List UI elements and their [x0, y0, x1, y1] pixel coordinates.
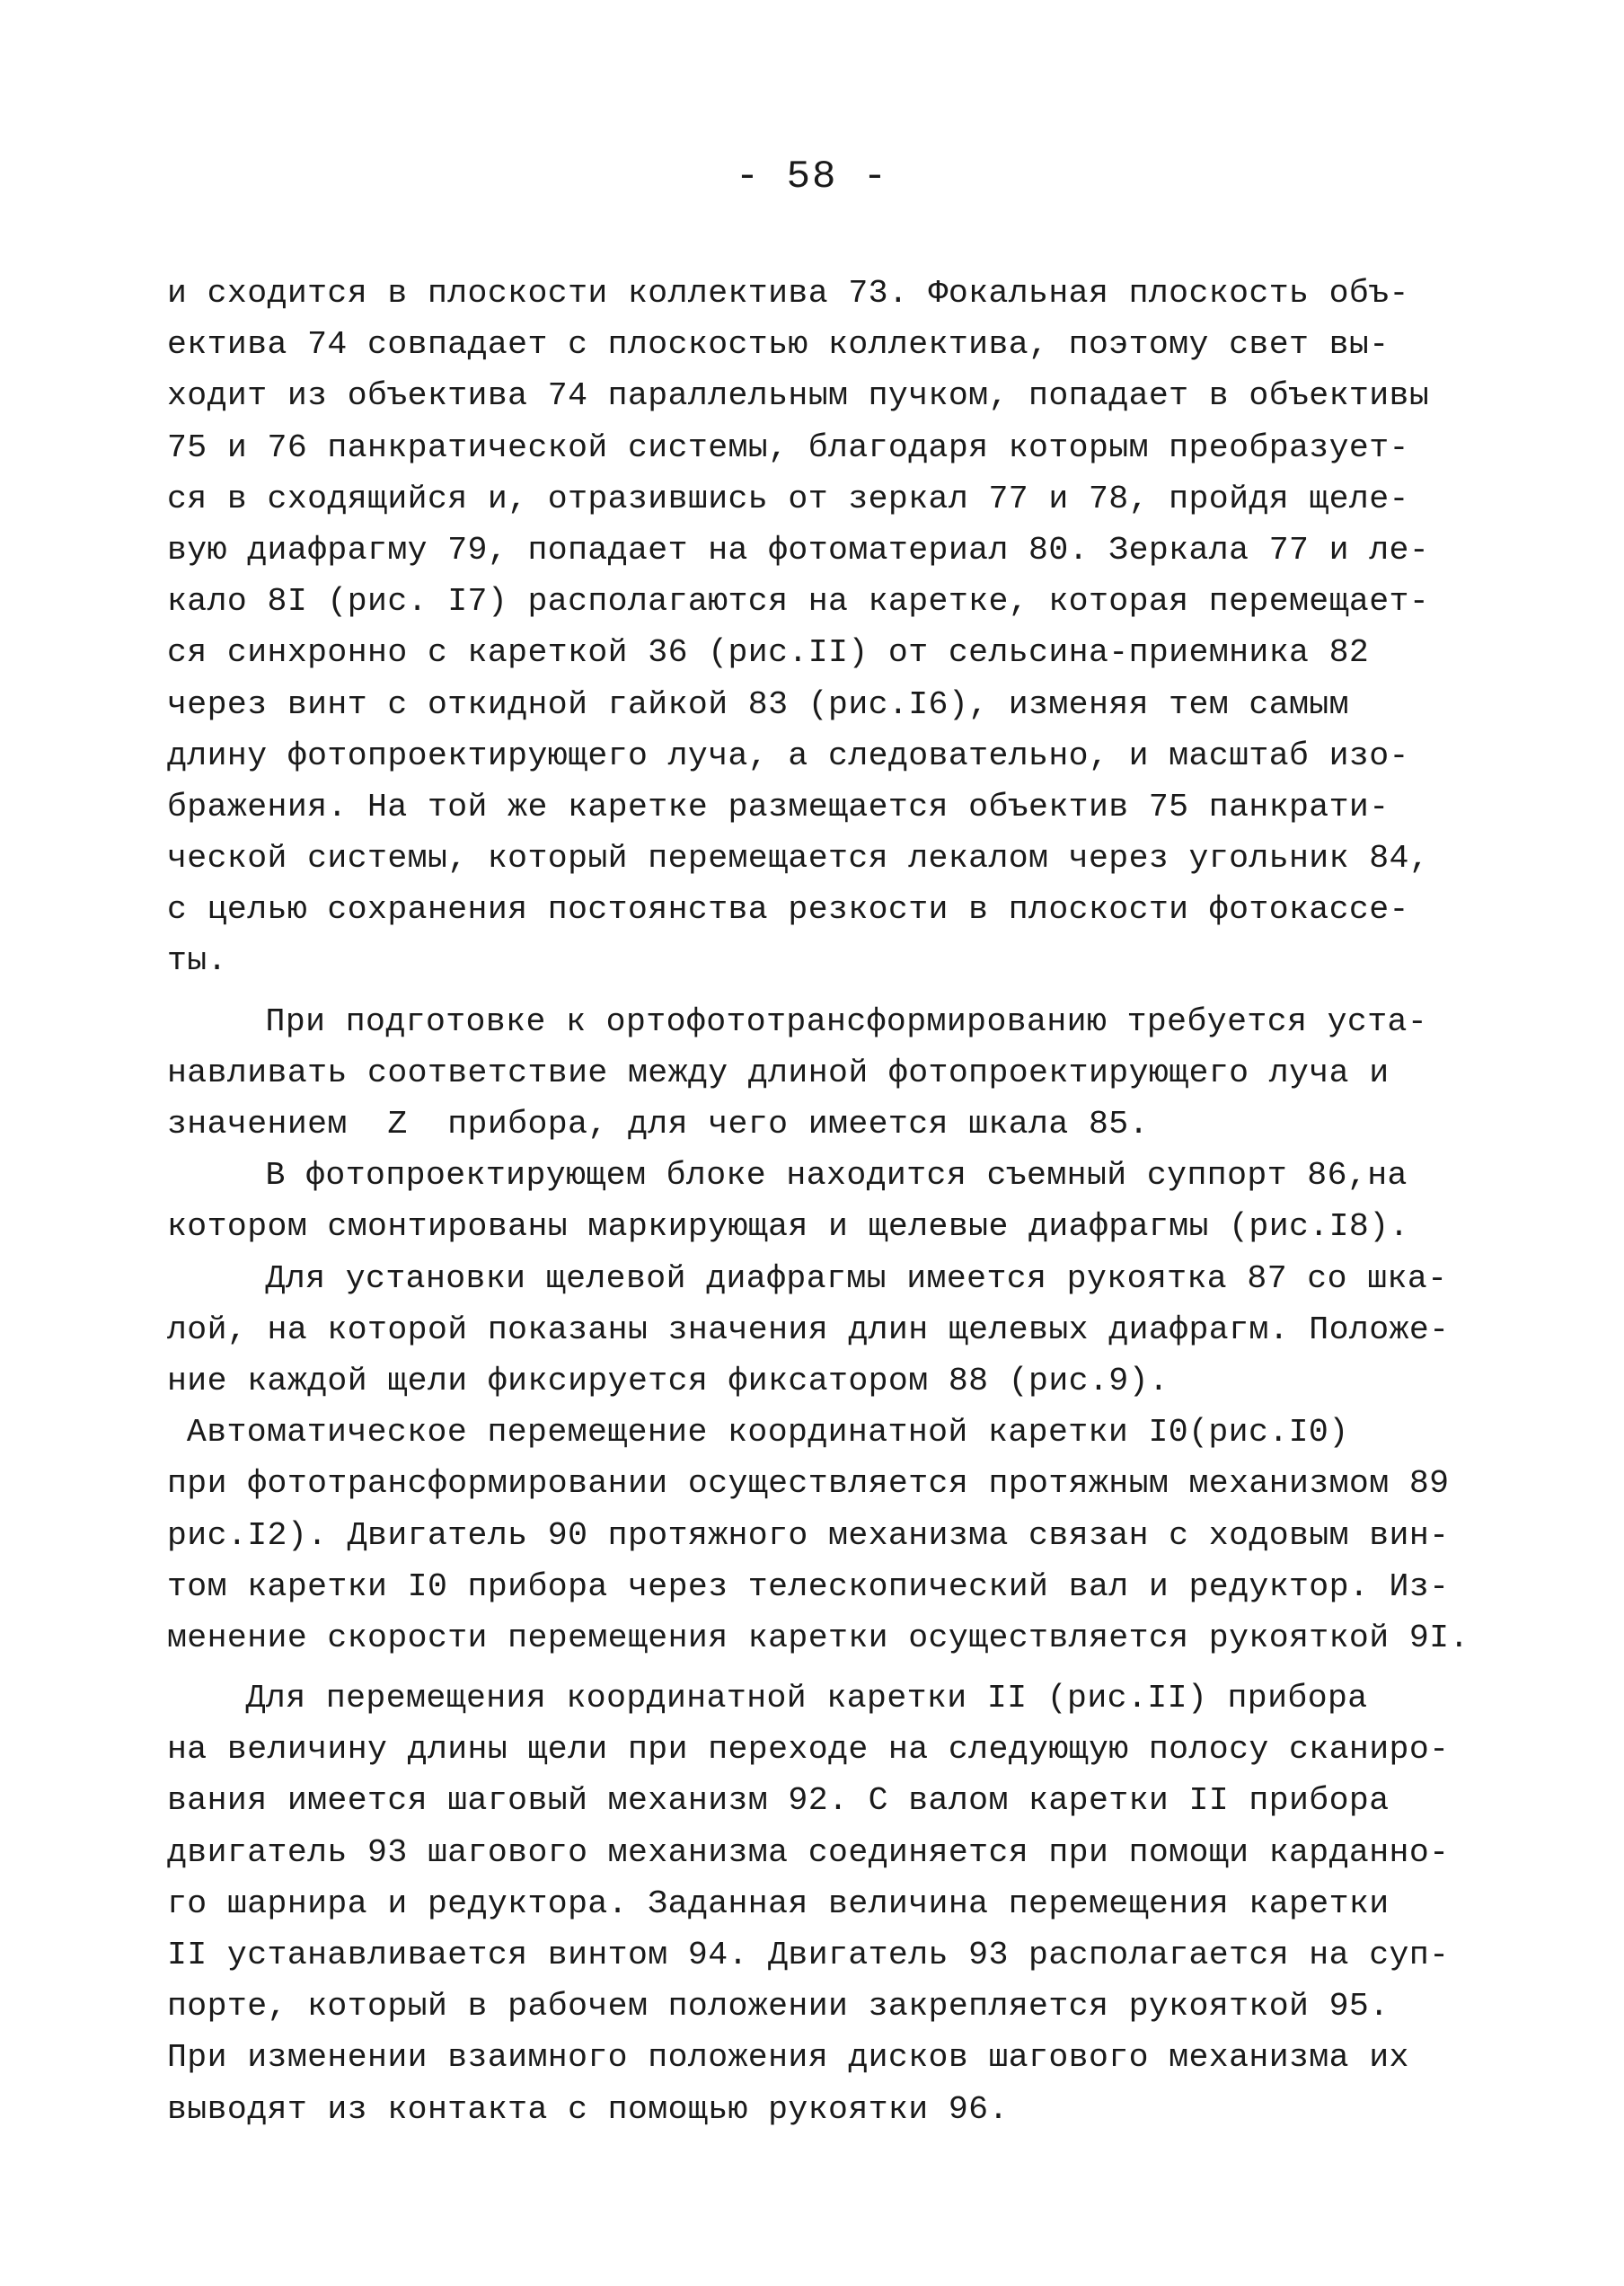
- text-line: 75 и 76 панкратической системы, благодаря которым преобразует-: [167, 428, 1409, 466]
- text-line: ся в сходящийся и, отразившись от зеркал 77 и 78, пройдя щеле-: [167, 480, 1409, 517]
- text-line: ся синхронно с кареткой 36 (рис.II) от сельсина-приемника 82: [167, 634, 1370, 672]
- text-line: том каретки I0 прибора через телескопический вал и редуктор. Из-: [167, 1567, 1450, 1605]
- text-line: на величину длины щели при переходе на следующую полосу сканиро-: [167, 1731, 1450, 1769]
- text-line: значением Z прибора, для чего имеется шкала 85.: [167, 1106, 1149, 1143]
- text-line: при фототрансформировании осуществляется протяжным механизмом 89: [167, 1465, 1450, 1503]
- text-line: кало 8I (рис. I7) располагаются на каретке, которая перемещает-: [167, 583, 1430, 621]
- text-line: менение скорости перемещения каретки осуществляется рукояткой 9I.: [167, 1619, 1470, 1656]
- text-line: двигатель 93 шагового механизма соединяется при помощи карданно-: [167, 1833, 1450, 1871]
- text-line: выводят из контакта с помощью рукоятки 96.: [167, 2090, 1009, 2128]
- text-line: рис.I2). Двигатель 90 протяжного механизма связан с ходовым вин-: [167, 1516, 1450, 1554]
- text-line: II устанавливается винтом 94. Двигатель 93 располагается на суп-: [167, 1937, 1450, 1973]
- text-line: Для перемещения координатной каретки II (рис.II) прибора: [245, 1680, 1368, 1717]
- page-number: - 58 -: [735, 154, 889, 199]
- text-line: длину фотопроектирующего луча, а следовательно, и масштаб изо-: [167, 737, 1409, 774]
- text-line: При изменении взаимного положения дисков шагового механизма их: [167, 2039, 1409, 2077]
- text-line: вую диафрагму 79, попадает на фотоматериал 80. Зеркала 77 и ле-: [167, 531, 1430, 569]
- text-line: и сходится в плоскости коллектива 73. Фокальная плоскость объ-: [167, 275, 1409, 312]
- text-line: порте, который в рабочем положении закрепляется рукояткой 95.: [167, 1988, 1390, 2026]
- text-line: ходит из объектива 74 параллельным пучком, попадает в объективы: [167, 377, 1430, 415]
- text-line: с целью сохранения постоянства резкости в плоскости фотокассе-: [167, 891, 1409, 929]
- text-line: вания имеется шаговый механизм 92. С валом каретки II прибора: [167, 1782, 1390, 1820]
- text-line: В фотопроектирующем блоке находится съемный суппорт 86,на: [265, 1157, 1408, 1195]
- text-line: ты.: [167, 942, 227, 980]
- text-line: через винт с откидной гайкой 83 (рис.I6), изменяя тем самым: [167, 685, 1349, 723]
- text-line: навливать соответствие между длиной фотопроектирующего луча и: [167, 1054, 1390, 1091]
- text-line: Автоматическое перемещение координатной каретки I0(рис.I0): [186, 1414, 1349, 1452]
- text-line: При подготовке к ортофототрансформированию требуется уста-: [265, 1002, 1428, 1040]
- body-text: [167, 268, 1478, 2135]
- text-line: котором смонтированы маркирующая и щелевые диафрагмы (рис.I8).: [167, 1208, 1409, 1246]
- text-line: ние каждой щели фиксируется фиксатором 88 (рис.9).: [167, 1362, 1169, 1399]
- text-line: го шарнира и редуктора. Заданная величина перемещения каретки: [167, 1884, 1390, 1922]
- text-line: Для установки щелевой диафрагмы имеется рукоятка 87 со шка-: [265, 1259, 1448, 1297]
- text-line: ектива 74 совпадает с плоскостью коллектива, поэтому свет вы-: [167, 326, 1390, 364]
- text-line: бражения. На той же каретке размещается объектив 75 панкрати-: [167, 788, 1390, 825]
- text-line: ческой системы, который перемещается лекалом через угольник 84,: [167, 840, 1430, 878]
- text-line: лой, на которой показаны значения длин щелевых диафрагм. Положе-: [167, 1311, 1450, 1348]
